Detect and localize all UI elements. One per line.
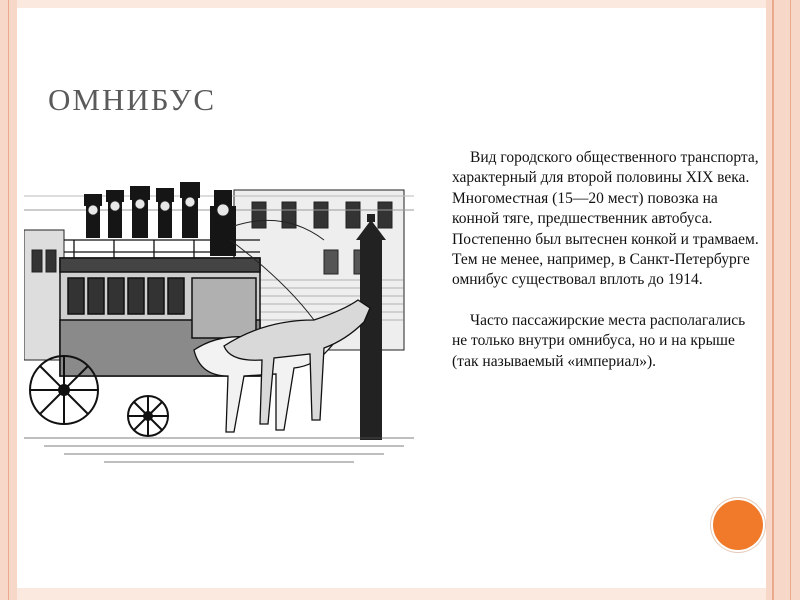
accent-circle-icon xyxy=(713,500,763,550)
frame-right-line-thin xyxy=(790,0,791,600)
omnibus-engraving-icon xyxy=(24,170,414,475)
omnibus-illustration xyxy=(24,170,414,475)
frame-bottom-border xyxy=(17,588,766,600)
frame-left-line xyxy=(8,0,9,600)
slide-body xyxy=(452,148,762,392)
frame-right-line xyxy=(772,0,774,600)
paragraph-description: Вид городского общественного транспорта, характерный для второй половины XIX века. Многоместная (15—20 мест) повозка на конной тяге, предшественник автобуса. Постепенно был вытеснен конкой и трамваем. Тем не менее, например, в Санкт-Петербурге омнибус существовал вплоть до 1914. xyxy=(452,149,759,289)
paragraph-imperial: Часто пассажирские места располагались не только внутри омнибуса, но и на крыше (так называемый «империал»). xyxy=(452,311,746,370)
slide-title: ОМНИБУС xyxy=(48,82,217,117)
frame-top-border xyxy=(17,0,766,8)
